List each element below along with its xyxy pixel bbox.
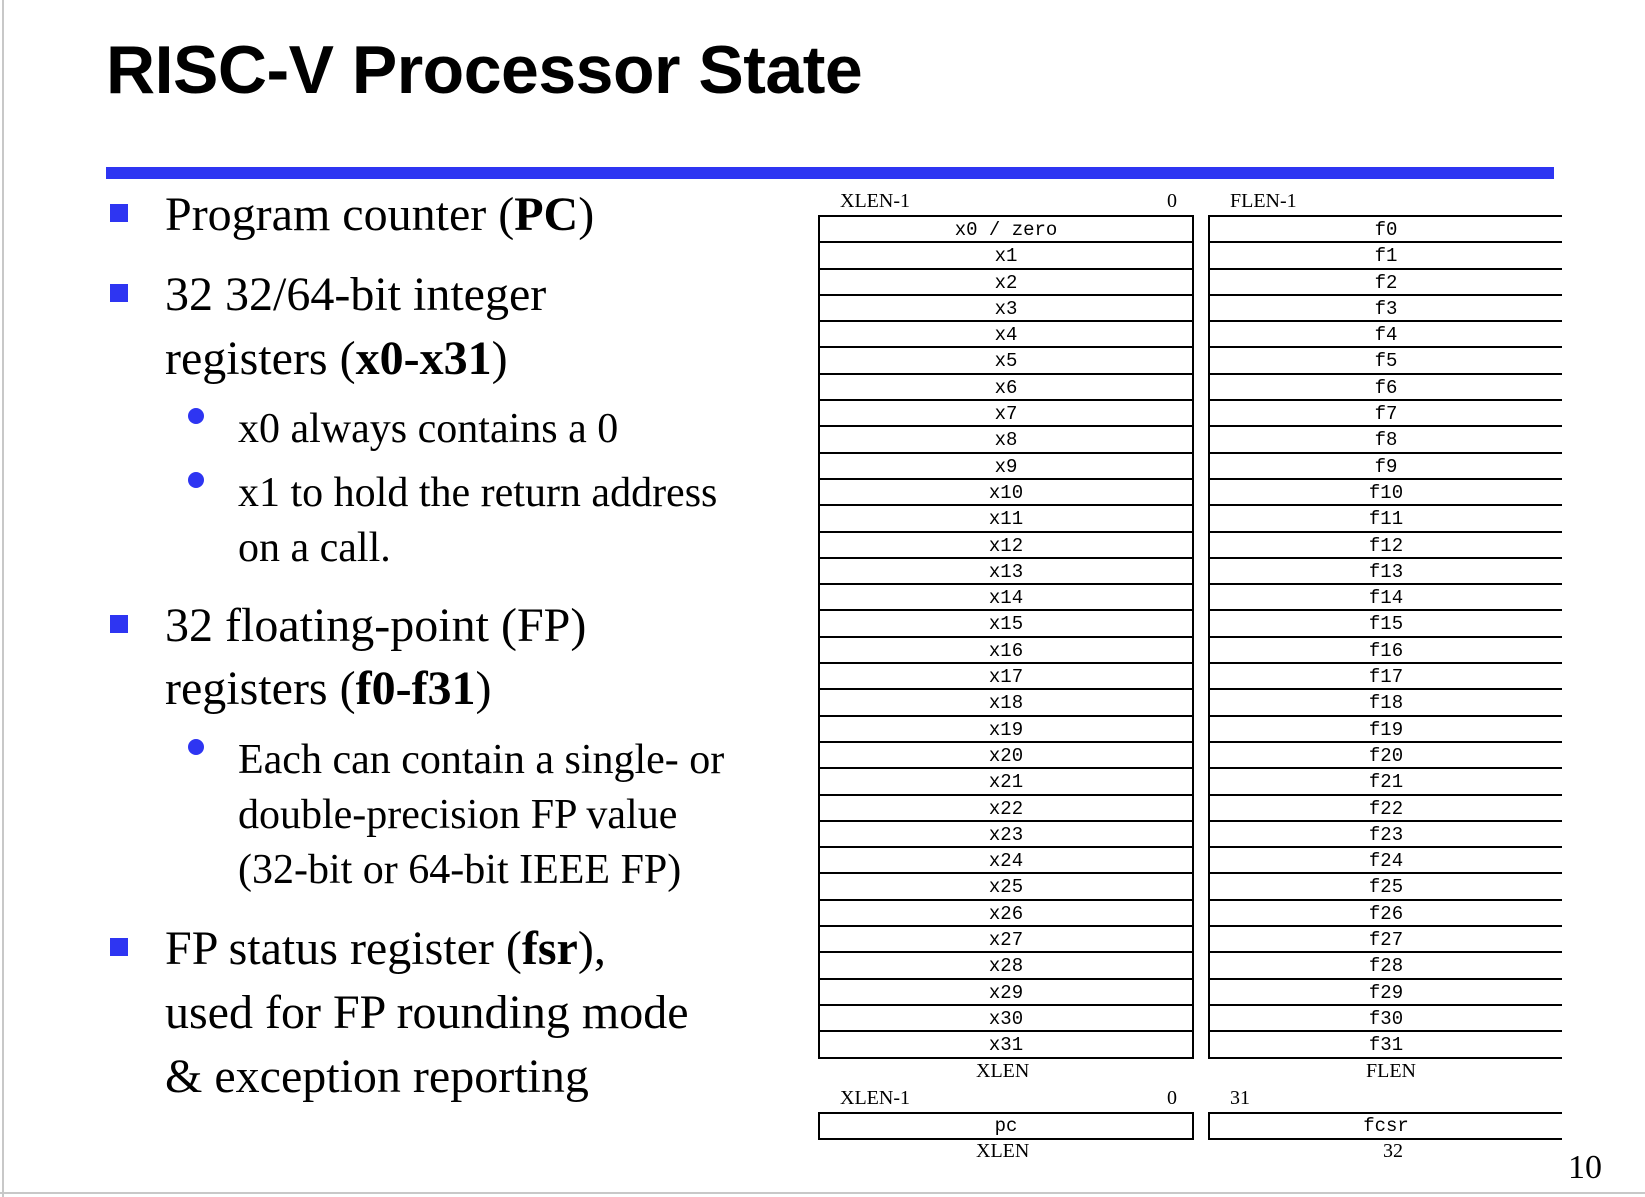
bullet-int-regs-close: ) (491, 332, 508, 385)
slide-title: RISC-V Processor State (106, 32, 863, 108)
bullet-fsr-close: ), (577, 922, 606, 975)
fp-register-14: f14 (1210, 585, 1562, 611)
bullet-fsr-line1 (165, 916, 606, 981)
bullet-fp-regs-line2 (165, 656, 492, 721)
fcsr-width-label: 32 (1383, 1140, 1403, 1162)
fcsr-register: fcsr (1208, 1112, 1562, 1140)
int-register-21: x21 (820, 769, 1192, 795)
int-width-label: XLEN (976, 1060, 1030, 1082)
bullet-fsr-bold: fsr (521, 922, 578, 975)
fp-register-11: f11 (1210, 506, 1562, 532)
fp-register-column (1208, 215, 1562, 1059)
fp-register-17: f17 (1210, 664, 1562, 690)
int-register-3: x3 (820, 296, 1192, 322)
sub-bullet-fp-line1: Each can contain a single- or (238, 737, 725, 783)
int-lsb-label: 0 (1167, 190, 1177, 212)
fp-register-29: f29 (1210, 980, 1562, 1006)
pc-msb-label: XLEN-1 (840, 1087, 910, 1109)
title-underline (106, 167, 1554, 179)
int-register-9: x9 (820, 454, 1192, 480)
bullet-int-regs-text: registers ( (165, 332, 356, 385)
sub-bullet-fp-line2: double-precision FP value (238, 792, 678, 838)
int-register-10: x10 (820, 480, 1192, 506)
int-register-8: x8 (820, 427, 1192, 453)
fp-width-label: FLEN (1366, 1060, 1416, 1082)
int-register-7: x7 (820, 401, 1192, 427)
fp-register-18: f18 (1210, 690, 1562, 716)
int-register-22: x22 (820, 796, 1192, 822)
int-register-19: x19 (820, 717, 1192, 743)
int-register-11: x11 (820, 506, 1192, 532)
fp-register-12: f12 (1210, 533, 1562, 559)
fp-register-23: f23 (1210, 822, 1562, 848)
fp-register-30: f30 (1210, 1006, 1562, 1032)
int-register-2: x2 (820, 270, 1192, 296)
int-register-17: x17 (820, 664, 1192, 690)
fp-register-8: f8 (1210, 427, 1562, 453)
fp-register-10: f10 (1210, 480, 1562, 506)
int-register-13: x13 (820, 559, 1192, 585)
fp-register-4: f4 (1210, 322, 1562, 348)
bullet-int-regs-line2 (165, 326, 508, 391)
bullet-dot-icon (188, 408, 204, 424)
fp-register-21: f21 (1210, 769, 1562, 795)
sub-bullet-x1-line1: x1 to hold the return address (238, 470, 718, 516)
bullet-fp-regs-text: registers ( (165, 662, 356, 715)
sub-bullet-x1-line2: on a call. (238, 525, 391, 571)
bullet-square-icon (110, 204, 128, 222)
fp-register-31: f31 (1210, 1032, 1562, 1058)
fcsr-msb-label: 31 (1230, 1087, 1250, 1109)
fp-register-5: f5 (1210, 348, 1562, 374)
int-register-30: x30 (820, 1006, 1192, 1032)
int-register-23: x23 (820, 822, 1192, 848)
sub-bullet-x0: x0 always contains a 0 (238, 406, 619, 452)
fp-register-9: f9 (1210, 454, 1562, 480)
bullet-fp-regs-close: ) (475, 662, 492, 715)
bullet-square-icon (110, 284, 128, 302)
pc-lsb-label: 0 (1167, 1087, 1177, 1109)
int-register-12: x12 (820, 533, 1192, 559)
fp-register-19: f19 (1210, 717, 1562, 743)
fp-register-6: f6 (1210, 375, 1562, 401)
fp-msb-label: FLEN-1 (1230, 190, 1297, 212)
int-register-26: x26 (820, 901, 1192, 927)
int-register-29: x29 (820, 980, 1192, 1006)
fp-register-25: f25 (1210, 874, 1562, 900)
fp-register-24: f24 (1210, 848, 1562, 874)
fp-register-0: f0 (1210, 217, 1562, 243)
int-register-20: x20 (820, 743, 1192, 769)
fp-register-15: f15 (1210, 611, 1562, 637)
int-register-24: x24 (820, 848, 1192, 874)
int-register-16: x16 (820, 638, 1192, 664)
page-number: 10 (1568, 1149, 1602, 1186)
fp-register-28: f28 (1210, 953, 1562, 979)
bullet-dot-icon (188, 472, 204, 488)
int-register-18: x18 (820, 690, 1192, 716)
int-register-6: x6 (820, 375, 1192, 401)
bullet-fsr-line2: used for FP rounding mode (165, 986, 689, 1039)
int-register-0: x0 / zero (820, 217, 1192, 243)
bullet-fp-regs-line1: 32 floating-point (FP) (165, 599, 587, 652)
sub-bullet-fp-line3: (32-bit or 64-bit IEEE FP) (238, 847, 682, 893)
fp-register-22: f22 (1210, 796, 1562, 822)
int-register-28: x28 (820, 953, 1192, 979)
bullet-pc-text: Program counter ( (165, 188, 515, 241)
slide-border-left (2, 0, 4, 1197)
int-msb-label: XLEN-1 (840, 190, 910, 212)
fp-register-13: f13 (1210, 559, 1562, 585)
bullet-square-icon (110, 615, 128, 633)
int-register-1: x1 (820, 243, 1192, 269)
bullet-square-icon (110, 938, 128, 956)
fp-register-7: f7 (1210, 401, 1562, 427)
fp-register-3: f3 (1210, 296, 1562, 322)
int-register-27: x27 (820, 927, 1192, 953)
int-register-15: x15 (820, 611, 1192, 637)
bullet-fsr-line3: & exception reporting (165, 1050, 589, 1103)
pc-register: pc (818, 1112, 1194, 1140)
int-register-5: x5 (820, 348, 1192, 374)
bullet-fsr-text: FP status register ( (165, 922, 522, 975)
fp-register-27: f27 (1210, 927, 1562, 953)
fp-register-2: f2 (1210, 270, 1562, 296)
fp-register-26: f26 (1210, 901, 1562, 927)
bullet-pc-bold: PC (514, 188, 579, 241)
bullet-pc-close: ) (578, 188, 595, 241)
slide-border-bottom (0, 1192, 1645, 1194)
int-register-25: x25 (820, 874, 1192, 900)
bullet-int-regs-line1: 32 32/64-bit integer (165, 268, 547, 321)
int-register-14: x14 (820, 585, 1192, 611)
fp-register-1: f1 (1210, 243, 1562, 269)
bullet-dot-icon (188, 739, 204, 755)
bullet-pc (165, 182, 594, 247)
integer-register-column (818, 215, 1194, 1059)
int-register-4: x4 (820, 322, 1192, 348)
bullet-fp-regs-bold: f0-f31 (355, 662, 476, 715)
fp-register-16: f16 (1210, 638, 1562, 664)
int-register-31: x31 (820, 1032, 1192, 1058)
pc-width-label: XLEN (976, 1140, 1030, 1162)
fp-register-20: f20 (1210, 743, 1562, 769)
bullet-int-regs-bold: x0-x31 (355, 332, 492, 385)
